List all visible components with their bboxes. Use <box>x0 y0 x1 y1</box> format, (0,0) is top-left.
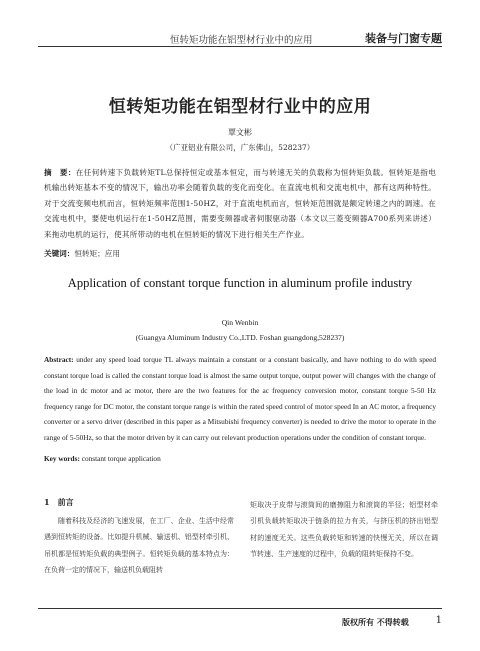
keywords-zh-label: 关键词： <box>44 249 75 258</box>
article-title-en: Application of constant torque function in aluminum profile industry <box>67 276 413 290</box>
article-title-zh: 恒转矩功能在铝型材行业中的应用 <box>108 97 372 117</box>
abstract-en <box>44 352 436 446</box>
keywords-en <box>44 454 436 463</box>
running-title: 恒转矩功能在铝型材行业中的应用 <box>170 35 313 46</box>
page-footer <box>0 600 480 651</box>
page-header <box>0 0 480 48</box>
keywords-en-text: constant torque application <box>79 454 161 463</box>
abstract-zh-label: 摘 要： <box>44 168 76 177</box>
header-rule <box>38 46 442 47</box>
keywords-zh-text: 恒转矩；应用 <box>74 249 120 258</box>
footer-rule <box>38 608 442 609</box>
page-number: 1 <box>435 615 442 626</box>
author-en: Qin Wenbin <box>221 318 259 327</box>
abstract-zh <box>44 165 436 242</box>
abstract-en-label: Abstract: <box>44 355 74 364</box>
body-column-right <box>250 497 438 563</box>
abstract-zh-text: 在任何转速下负载转矩TL总保持恒定或基本恒定，而与转速无关的负载称为恒转矩负载。恒转矩是指电机输出转矩基本不变的情况下，输出功率会随着负载的变化而变化。在直流电机和交流电机中，都有这两种特性。对于交流变频电机而言，恒转矩频率范围1-50HZ，对于直流电机而言，恒转矩范围就是额定转速之内的调速。在交流电机中，要使电机运行在1-50HZ范围，需要变频器或者伺服驱动器（本文以三菱变频器A700系列来讲述）来拖动电机的运行，使其所带动的电机在恒转矩的情况下进行相关生产作业。 <box>44 168 436 239</box>
abstract-en-text: under any speed load torque TL always maintain a constant or a constant basically, and have nothing to do with speed constant torque load is called the constant torque load is almost the same output torque, output power will changes with the change of the load in dc motor and ac motor, there are the two features for the ac frequency conversion motor, constant torque 5-50 Hz frequency range for DC motor, the constant torque range is within the rated speed control of motor speed In an AC motor, a frequency converter or a servo driver (described in this paper as a Mitsubishi frequency converter) is needed to drive the motor to operate in the range of 5-50Hz, so that the motor driven by it can carry out relevant production operations under the condition of constant torque. <box>44 355 436 442</box>
section-heading: 1 前言 <box>44 497 74 507</box>
affiliation-zh: （广亚铝业有限公司，广东佛山，528237） <box>165 143 315 152</box>
section-paragraph-left: 随着科技及经济的飞速发展，在工厂、企业、生活中经常遇到恒转矩的设备。比如提升机械、输送机、铝型材牵引机、吊机都是恒转矩负载的典型例子。恒转矩负载的基本特点为：在负荷一定的情况下，输送机负载阻转 <box>44 517 234 575</box>
copyright-notice: 版权所有 不得转载 <box>342 617 409 627</box>
keywords-zh <box>44 248 436 259</box>
author-zh: 覃文彬 <box>228 128 252 137</box>
body-column-left <box>44 497 234 579</box>
section-paragraph-right: 矩取决于皮带与滚筒间的磨擦阻力和滚筒的半径；铝型材牵引机负载转矩取决于链条的拉力有关，与挤压机的挤出铝型材的速度无关。这些负载转矩和转速的快慢无关，所以在调节转速、生产速度的过程中，负载的阻转矩保持不变。 <box>250 501 438 559</box>
series-title: 装备与门窗专题 <box>365 32 442 45</box>
keywords-en-label: Key words: <box>44 454 80 463</box>
affiliation-en: (Guangya Aluminum Industry Co.,LTD. Foshan guangdong,528237) <box>135 333 345 342</box>
